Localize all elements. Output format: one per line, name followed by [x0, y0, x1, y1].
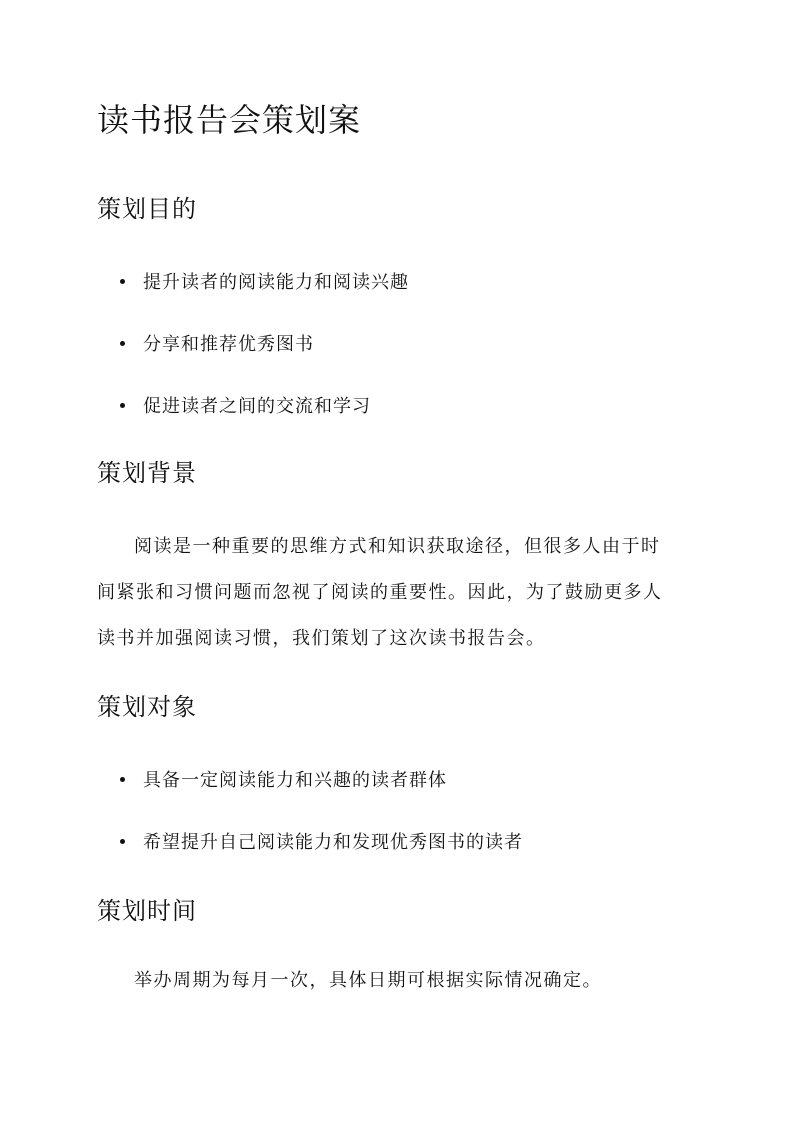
list-item: [120, 828, 523, 858]
list-item: [120, 330, 314, 360]
list-item-text: 提升读者的阅读能力和阅读兴趣: [143, 272, 409, 293]
bullet-icon: [120, 839, 125, 844]
section-heading-background: 策划背景: [97, 459, 197, 487]
bullet-icon: [120, 341, 125, 346]
list-item-text: 具备一定阅读能力和兴趣的读者群体: [143, 770, 447, 791]
bullet-icon: [120, 777, 125, 782]
section-heading-purpose: 策划目的: [97, 195, 197, 223]
paragraph-line: 间紧张和习惯问题而忽视了阅读的重要性。因此，为了鼓励更多人: [97, 582, 663, 603]
list-item: [120, 392, 371, 422]
list-item-text: 分享和推荐优秀图书: [143, 334, 314, 355]
paragraph-line: 举办周期为每月一次，具体日期可根据实际情况确定。: [134, 970, 602, 991]
section-heading-time: 策划时间: [97, 897, 197, 925]
paragraph-line: 读书并加强阅读习惯，我们策划了这次读书报告会。: [97, 628, 546, 649]
list-item-text: 促进读者之间的交流和学习: [143, 396, 371, 417]
list-item: [120, 268, 409, 298]
list-item-text: 希望提升自己阅读能力和发现优秀图书的读者: [143, 832, 523, 853]
document-title: 读书报告会策划案: [97, 101, 362, 139]
section-heading-audience: 策划对象: [97, 693, 197, 721]
paragraph-line: 阅读是一种重要的思维方式和知识获取途径，但很多人由于时: [134, 536, 661, 557]
bullet-icon: [120, 403, 125, 408]
bullet-icon: [120, 279, 125, 284]
list-item: [120, 766, 447, 796]
